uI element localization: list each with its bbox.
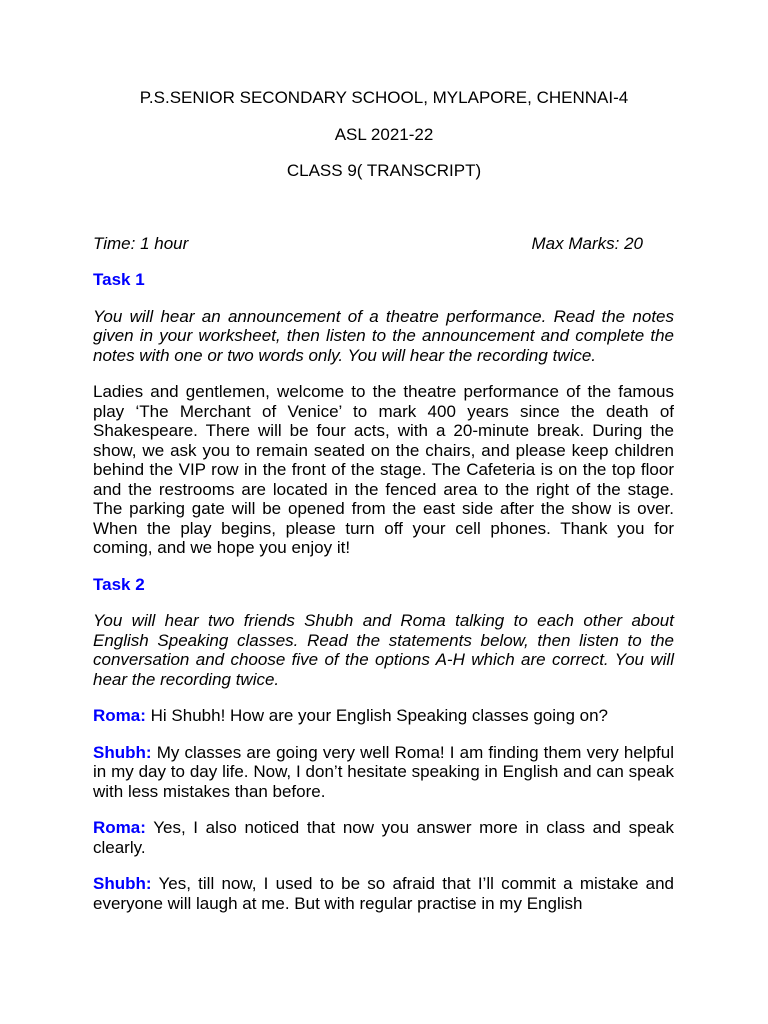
speaker-name: Shubh: [93,742,152,762]
document-body [93,270,674,930]
exam-title: ASL 2021-22 [334,125,434,144]
time-label: Time: 1 hour [93,234,189,253]
dialogue-text: My classes are going very well Roma! I am finding them very helpful in my day to day life. Now, I don’t hesitate speaking in English and can speak with less mistakes than before. [93,742,674,801]
dialogue-text: Yes, till now, I used to be so afraid that I’ll commit a mistake and everyone will laugh at me. But with regular practise in my English [93,874,674,913]
max-marks-label: Max Marks: 20 [531,234,643,253]
school-name: P.S.SENIOR SECONDARY SCHOOL, MYLAPORE, CHENNAI-4 [139,88,629,107]
dialogue-line [93,743,674,802]
task-2-heading: Task 2 [93,574,145,594]
speaker-name: Shubh: [93,874,152,893]
task-1-heading: Task 1 [93,270,145,289]
dialogue-line [93,818,674,857]
exam-meta [93,234,643,254]
dialogue-line [93,874,674,913]
task-1-instruction: You will hear an announcement of a theatre performance. Read the notes given in your worksheet, then listen to the announcement and complete the notes with one or two words only. You will hear the recording twice. [93,306,674,365]
dialogue-text: Yes, I also noticed that now you answer more in class and speak clearly. [93,818,674,857]
dialogue-line [93,706,674,726]
class-title: CLASS 9( TRANSCRIPT) [286,161,482,180]
speaker-name: Roma: [93,818,146,837]
task-2-instruction: You will hear two friends Shubh and Roma talking to each other about English Speaking classes. Read the statements below, then listen to the conversation and choose five of the options A-H which are correct. You will hear the recording twice. [93,611,674,689]
task-1-transcript: Ladies and gentlemen, welcome to the theatre performance of the famous play ‘The Merchant of Venice’ to mark 400 years since the death of Shakespeare. There will be four acts, with a 20-minute break. During the show, we ask you to remain seated on the chairs, and please keep children behind the VIP row in the front of the stage. The Cafeteria is on the top floor and the restrooms are located in the fenced area to the right of the stage. The parking gate will be opened from the east side after the show is over. When the play begins, please turn off your cell phones. Thank you for coming, and we hope you enjoy it! [93,382,674,557]
speaker-name: Roma: [93,706,146,725]
dialogue-text: Hi Shubh! How are your English Speaking classes going on? [145,706,609,725]
